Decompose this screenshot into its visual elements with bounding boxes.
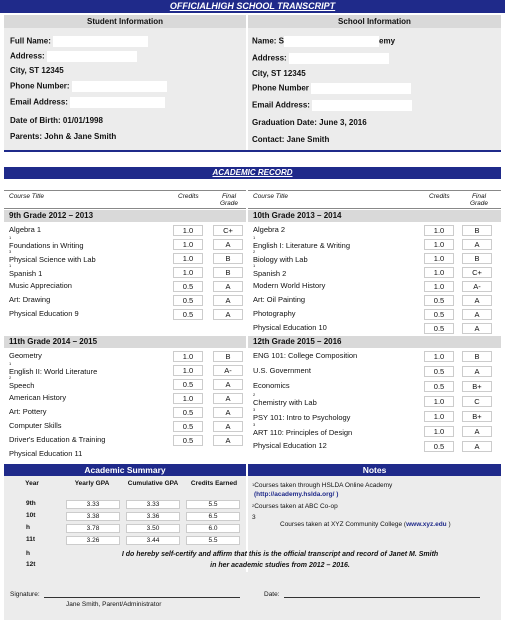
redacted-full-name bbox=[53, 36, 148, 47]
course-title: Art: Pottery bbox=[9, 407, 47, 416]
course-title: ENG 101: College Composition bbox=[253, 351, 358, 360]
course-mark: 2 bbox=[9, 375, 12, 380]
summary-credits-earned: 5.5 bbox=[186, 500, 240, 509]
summary-cumulative-gpa: 3.36 bbox=[126, 512, 180, 521]
summary-year: 11t bbox=[26, 536, 36, 543]
grade-cell: B+ bbox=[462, 411, 492, 422]
note-line-2: Courses taken at ABC Co-op bbox=[254, 503, 338, 510]
summary-col-credits-earned: Credits Earned bbox=[190, 480, 238, 487]
course-title: U.S. Government bbox=[253, 366, 311, 375]
signature-line[interactable] bbox=[44, 597, 240, 598]
course-title: Art: Drawing bbox=[9, 295, 51, 304]
course-title: Physical Science with Lab bbox=[9, 255, 96, 264]
course-mark: 2 bbox=[253, 249, 256, 254]
signature-label: Signature: bbox=[10, 591, 40, 598]
transcript-title: OFFICIALHIGH SCHOOL TRANSCRIPT bbox=[0, 0, 505, 13]
course-title: Modern World History bbox=[253, 281, 326, 290]
note-mark-1: 1 bbox=[252, 482, 255, 487]
redacted-school-address bbox=[289, 53, 389, 64]
grade-cell: A bbox=[213, 281, 243, 292]
credits-cell: 0.5 bbox=[173, 309, 203, 320]
credits-cell: 0.5 bbox=[173, 435, 203, 446]
summary-col-year: Year bbox=[25, 480, 39, 487]
summary-year: 10t bbox=[26, 512, 36, 519]
date-label: Date: bbox=[264, 591, 280, 598]
summary-year: 9th bbox=[26, 500, 36, 507]
credits-cell: 1.0 bbox=[424, 239, 454, 250]
grade-cell: A bbox=[462, 309, 492, 320]
course-title: Physical Education 11 bbox=[9, 449, 83, 458]
grade-cell: C+ bbox=[462, 267, 492, 278]
school-address-label: Address: bbox=[252, 53, 287, 63]
course-title: English I: Literature & Writing bbox=[253, 241, 350, 250]
credits-cell: 0.5 bbox=[173, 421, 203, 432]
student-email-label: Email Address: bbox=[10, 97, 68, 107]
parents: Parents: John & Jane Smith bbox=[10, 132, 117, 141]
course-title: Art: Oil Painting bbox=[253, 295, 306, 304]
credits-cell: 0.5 bbox=[424, 381, 454, 392]
credits-header: Credits bbox=[429, 193, 450, 200]
grade-cell: A bbox=[213, 407, 243, 418]
divider bbox=[4, 150, 501, 152]
course-title: Algebra 1 bbox=[9, 225, 42, 234]
course-title: Spanish 2 bbox=[253, 269, 287, 278]
redacted-student-email bbox=[70, 97, 165, 108]
grade-cell: A bbox=[213, 295, 243, 306]
redacted-student-address bbox=[47, 51, 137, 62]
course-title: PSY 101: Intro to Psychology bbox=[253, 413, 351, 422]
full-name-label: Full Name: bbox=[10, 36, 51, 46]
summary-col-cumulative-gpa: Cumulative GPA bbox=[127, 480, 179, 487]
credits-cell: 1.0 bbox=[424, 281, 454, 292]
credits-cell: 0.5 bbox=[424, 309, 454, 320]
course-title: Computer Skills bbox=[9, 421, 62, 430]
summary-yearly-gpa: 3.78 bbox=[66, 524, 120, 533]
summary-cumulative-gpa: 3.33 bbox=[126, 500, 180, 509]
school-name-tail: emy bbox=[379, 36, 396, 46]
school-info-panel bbox=[248, 28, 501, 150]
student-address-label: Address: bbox=[10, 51, 45, 61]
credits-cell: 0.5 bbox=[424, 366, 454, 377]
course-mark: 1 bbox=[253, 263, 256, 268]
summary-credits-earned: 5.5 bbox=[186, 536, 240, 545]
grade-cell: A bbox=[462, 441, 492, 452]
course-title: Economics bbox=[253, 381, 290, 390]
grade-heading: 11th Grade 2014 – 2015 bbox=[4, 336, 246, 348]
redacted-school-name bbox=[284, 36, 379, 47]
course-title: ART 110: Principles of Design bbox=[253, 428, 353, 437]
note-line-3: Courses taken at XYZ Community College ( bbox=[280, 521, 407, 528]
credits-cell: 0.5 bbox=[424, 295, 454, 306]
school-name-label: Name: S bbox=[252, 36, 285, 46]
grade-cell: B bbox=[462, 225, 492, 236]
summary-year: h bbox=[26, 550, 30, 557]
grade-cell: B bbox=[213, 351, 243, 362]
grade-cell: A bbox=[213, 309, 243, 320]
course-title: American History bbox=[9, 393, 67, 402]
credits-cell: 1.0 bbox=[424, 225, 454, 236]
course-title: Physical Education 10 bbox=[253, 323, 327, 332]
credits-cell: 0.5 bbox=[173, 407, 203, 418]
final-grade-header: Final Grade bbox=[219, 193, 239, 207]
school-info-heading: School Information bbox=[248, 15, 501, 28]
date-line[interactable] bbox=[284, 597, 480, 598]
course-title: Physical Education 9 bbox=[9, 309, 79, 318]
credits-cell: 1.0 bbox=[424, 426, 454, 437]
credits-cell: 1.0 bbox=[173, 239, 203, 250]
grade-cell: A bbox=[462, 323, 492, 334]
course-title: Foundations in Writing bbox=[9, 241, 84, 250]
credits-cell: 1.0 bbox=[424, 396, 454, 407]
credits-cell: 0.5 bbox=[173, 281, 203, 292]
left-column-header bbox=[4, 190, 246, 209]
course-title: Music Appreciation bbox=[9, 281, 72, 290]
credits-cell: 0.5 bbox=[424, 441, 454, 452]
credits-cell: 1.0 bbox=[424, 351, 454, 362]
school-city: City, ST 12345 bbox=[252, 69, 306, 78]
credits-cell: 1.0 bbox=[173, 351, 203, 362]
certification-panel bbox=[4, 572, 501, 620]
academic-record-heading: ACADEMIC RECORD bbox=[4, 167, 501, 179]
summary-col-yearly-gpa: Yearly GPA bbox=[74, 480, 110, 487]
credits-cell: 0.5 bbox=[424, 323, 454, 334]
course-mark: 1 bbox=[9, 235, 12, 240]
grade-cell: A bbox=[462, 366, 492, 377]
grade-cell: B bbox=[462, 253, 492, 264]
grade-cell: A bbox=[213, 379, 243, 390]
summary-cumulative-gpa: 3.50 bbox=[126, 524, 180, 533]
credits-cell: 1.0 bbox=[173, 365, 203, 376]
grade-cell: B bbox=[213, 253, 243, 264]
course-mark: 3 bbox=[253, 422, 256, 427]
credits-cell: 0.5 bbox=[173, 295, 203, 306]
course-title: Physical Education 12 bbox=[253, 441, 327, 450]
credits-cell: 1.0 bbox=[173, 267, 203, 278]
note-line-1: Courses taken through HSLDA Online Academy bbox=[254, 482, 393, 489]
course-title: Photography bbox=[253, 309, 296, 318]
credits-cell: 1.0 bbox=[424, 253, 454, 264]
grade-cell: B+ bbox=[462, 381, 492, 392]
credits-cell: 1.0 bbox=[173, 253, 203, 264]
grade-cell: B bbox=[213, 267, 243, 278]
credits-cell: 1.0 bbox=[173, 393, 203, 404]
course-title: Chemistry with Lab bbox=[253, 398, 317, 407]
date-of-birth: Date of Birth: 01/01/1998 bbox=[10, 116, 103, 125]
note-mark-2: 2 bbox=[252, 503, 255, 508]
course-title-header: Course Title bbox=[9, 193, 44, 200]
course-mark: 3 bbox=[253, 407, 256, 412]
grade-cell: A bbox=[213, 393, 243, 404]
course-mark: 1 bbox=[9, 361, 12, 366]
course-mark: 1 bbox=[253, 235, 256, 240]
summary-yearly-gpa: 3.38 bbox=[66, 512, 120, 521]
student-info-heading: Student Information bbox=[4, 15, 246, 28]
summary-year: 12t bbox=[26, 561, 36, 568]
grade-cell: A- bbox=[462, 281, 492, 292]
grade-cell: C+ bbox=[213, 225, 243, 236]
school-phone-label: Phone Number bbox=[252, 83, 309, 93]
academic-summary-heading: Academic Summary bbox=[4, 464, 246, 476]
grade-cell: A bbox=[462, 239, 492, 250]
summary-credits-earned: 6.0 bbox=[186, 524, 240, 533]
course-title: Geometry bbox=[9, 351, 42, 360]
grade-heading: 12th Grade 2015 – 2016 bbox=[248, 336, 501, 348]
certification-line-1: I do hereby self-certify and affirm that this is the official transcript and record of Janet M. Smith bbox=[121, 551, 439, 558]
summary-cumulative-gpa: 3.44 bbox=[126, 536, 180, 545]
redacted-school-phone bbox=[311, 83, 411, 94]
credits-cell: 1.0 bbox=[424, 411, 454, 422]
grade-heading: 10th Grade 2013 – 2014 bbox=[248, 210, 501, 222]
course-title: Speech bbox=[9, 381, 35, 390]
final-grade-header: Final Grade bbox=[469, 193, 489, 207]
grade-cell: A bbox=[462, 295, 492, 306]
course-title: Algebra 2 bbox=[253, 225, 286, 234]
graduation-date: Graduation Date: June 3, 2016 bbox=[252, 118, 367, 127]
redacted-school-email bbox=[312, 100, 412, 111]
xyz-link[interactable]: www.xyz.edu bbox=[406, 521, 447, 528]
grade-cell: A bbox=[213, 435, 243, 446]
summary-yearly-gpa: 3.33 bbox=[66, 500, 120, 509]
note-mark-3: 3 bbox=[252, 514, 256, 521]
certification-line-2: in her academic studies from 2012 – 2016. bbox=[210, 562, 350, 569]
course-title: Biology with Lab bbox=[253, 255, 308, 264]
right-column-header bbox=[248, 190, 501, 209]
grade-cell: A- bbox=[213, 365, 243, 376]
course-mark: 1 bbox=[9, 263, 12, 268]
notes-heading: Notes bbox=[248, 464, 501, 476]
signer-name: Jane Smith, Parent/Administrator bbox=[66, 601, 162, 608]
school-contact: Contact: Jane Smith bbox=[252, 135, 330, 144]
hslda-link[interactable]: (http://academy.hslda.org/ ) bbox=[254, 491, 339, 498]
summary-year: h bbox=[26, 524, 30, 531]
course-mark: 3 bbox=[9, 249, 12, 254]
grade-cell: A bbox=[462, 426, 492, 437]
redacted-student-phone bbox=[72, 81, 167, 92]
grade-cell: B bbox=[462, 351, 492, 362]
credits-header: Credits bbox=[178, 193, 199, 200]
grade-cell: A bbox=[213, 421, 243, 432]
course-title: Spanish 1 bbox=[9, 269, 43, 278]
credits-cell: 0.5 bbox=[173, 379, 203, 390]
note-line-3-end: ) bbox=[446, 521, 451, 528]
summary-credits-earned: 6.5 bbox=[186, 512, 240, 521]
course-title: Driver's Education & Training bbox=[9, 435, 106, 444]
student-phone-label: Phone Number: bbox=[10, 81, 70, 91]
summary-yearly-gpa: 3.26 bbox=[66, 536, 120, 545]
student-info-panel bbox=[4, 28, 246, 150]
grade-heading: 9th Grade 2012 – 2013 bbox=[4, 210, 246, 222]
credits-cell: 1.0 bbox=[424, 267, 454, 278]
grade-cell: C bbox=[462, 396, 492, 407]
course-mark: 2 bbox=[253, 392, 256, 397]
school-email-label: Email Address: bbox=[252, 100, 310, 110]
course-title: English II: World Literature bbox=[9, 367, 98, 376]
course-title-header: Course Title bbox=[253, 193, 288, 200]
student-city: City, ST 12345 bbox=[10, 66, 64, 75]
grade-cell: A bbox=[213, 239, 243, 250]
credits-cell: 1.0 bbox=[173, 225, 203, 236]
